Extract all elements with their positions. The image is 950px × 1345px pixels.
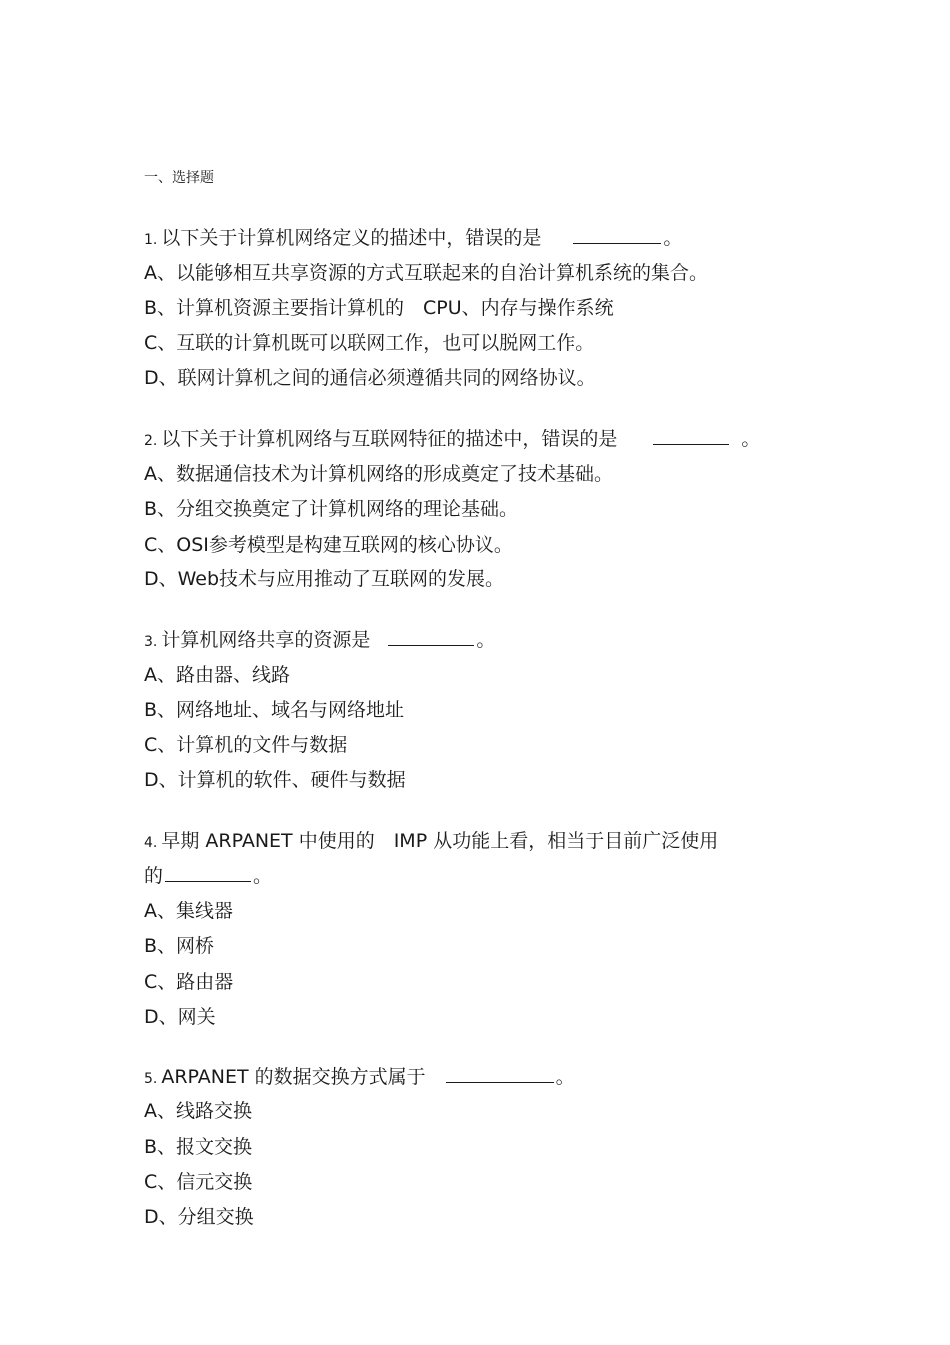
question-4-stem	[144, 828, 718, 856]
question-end: 。	[253, 865, 273, 887]
option-1b: B、计算机资源主要指计算机的 CPU、内存与操作系统	[144, 297, 614, 319]
option-2a: A、数据通信技术为计算机网络的形成奠定了技术基础。	[144, 463, 613, 485]
option-4b: B、网桥	[144, 935, 215, 957]
option-2d: D、Web技术与应用推动了互联网的发展。	[144, 568, 505, 590]
section-title: 一、选择题	[144, 170, 214, 186]
option-3d: D、计算机的软件、硬件与数据	[144, 769, 406, 791]
question-end: 。	[741, 428, 761, 450]
option-1d: D、联网计算机之间的通信必须遵循共同的网络协议。	[144, 367, 596, 389]
answer-blank[interactable]	[165, 863, 251, 882]
question-text: 以下关于计算机网络与互联网特征的描述中，错误的是	[161, 428, 618, 450]
question-number: 3.	[144, 634, 158, 650]
answer-blank[interactable]	[388, 627, 474, 646]
question-end: 。	[555, 1066, 575, 1088]
question-1-stem	[144, 225, 682, 253]
option-3c: C、计算机的文件与数据	[144, 734, 348, 756]
option-4c: C、路由器	[144, 971, 234, 993]
question-3-stem	[144, 627, 495, 655]
question-text: 计算机网络共享的资源是	[161, 629, 371, 651]
question-number: 5.	[144, 1071, 158, 1087]
option-4d: D、网关	[144, 1006, 216, 1028]
option-5c: C、信元交换	[144, 1171, 253, 1193]
question-4-stem-continued	[144, 863, 272, 889]
question-end: 。	[476, 629, 496, 651]
question-text: 早期 ARPANET 中使用的 IMP 从功能上看，相当于目前广泛使用	[161, 830, 719, 852]
option-5d: D、分组交换	[144, 1206, 254, 1228]
answer-blank[interactable]	[653, 426, 729, 445]
question-number: 2.	[144, 433, 158, 449]
answer-blank[interactable]	[573, 225, 661, 244]
question-text: ARPANET 的数据交换方式属于	[161, 1066, 426, 1088]
option-3a: A、路由器、线路	[144, 664, 290, 686]
question-2-stem	[144, 426, 760, 454]
question-number: 1.	[144, 232, 158, 248]
option-5b: B、报文交换	[144, 1136, 253, 1158]
option-1c: C、互联的计算机既可以联网工作，也可以脱网工作。	[144, 332, 595, 354]
option-1a: A、以能够相互共享资源的方式互联起来的自治计算机系统的集合。	[144, 262, 708, 284]
answer-blank[interactable]	[446, 1064, 554, 1083]
option-4a: A、集线器	[144, 900, 233, 922]
option-5a: A、线路交换	[144, 1100, 252, 1122]
question-text-continued: 的	[144, 865, 164, 887]
question-text: 以下关于计算机网络定义的描述中，错误的是	[161, 227, 542, 249]
question-number: 4.	[144, 835, 158, 851]
option-2b: B、分组交换奠定了计算机网络的理论基础。	[144, 498, 519, 520]
option-3b: B、网络地址、域名与网络地址	[144, 699, 405, 721]
question-5-stem	[144, 1064, 575, 1092]
option-2c: C、OSI参考模型是构建互联网的核心协议。	[144, 534, 513, 556]
question-end: 。	[663, 227, 683, 249]
